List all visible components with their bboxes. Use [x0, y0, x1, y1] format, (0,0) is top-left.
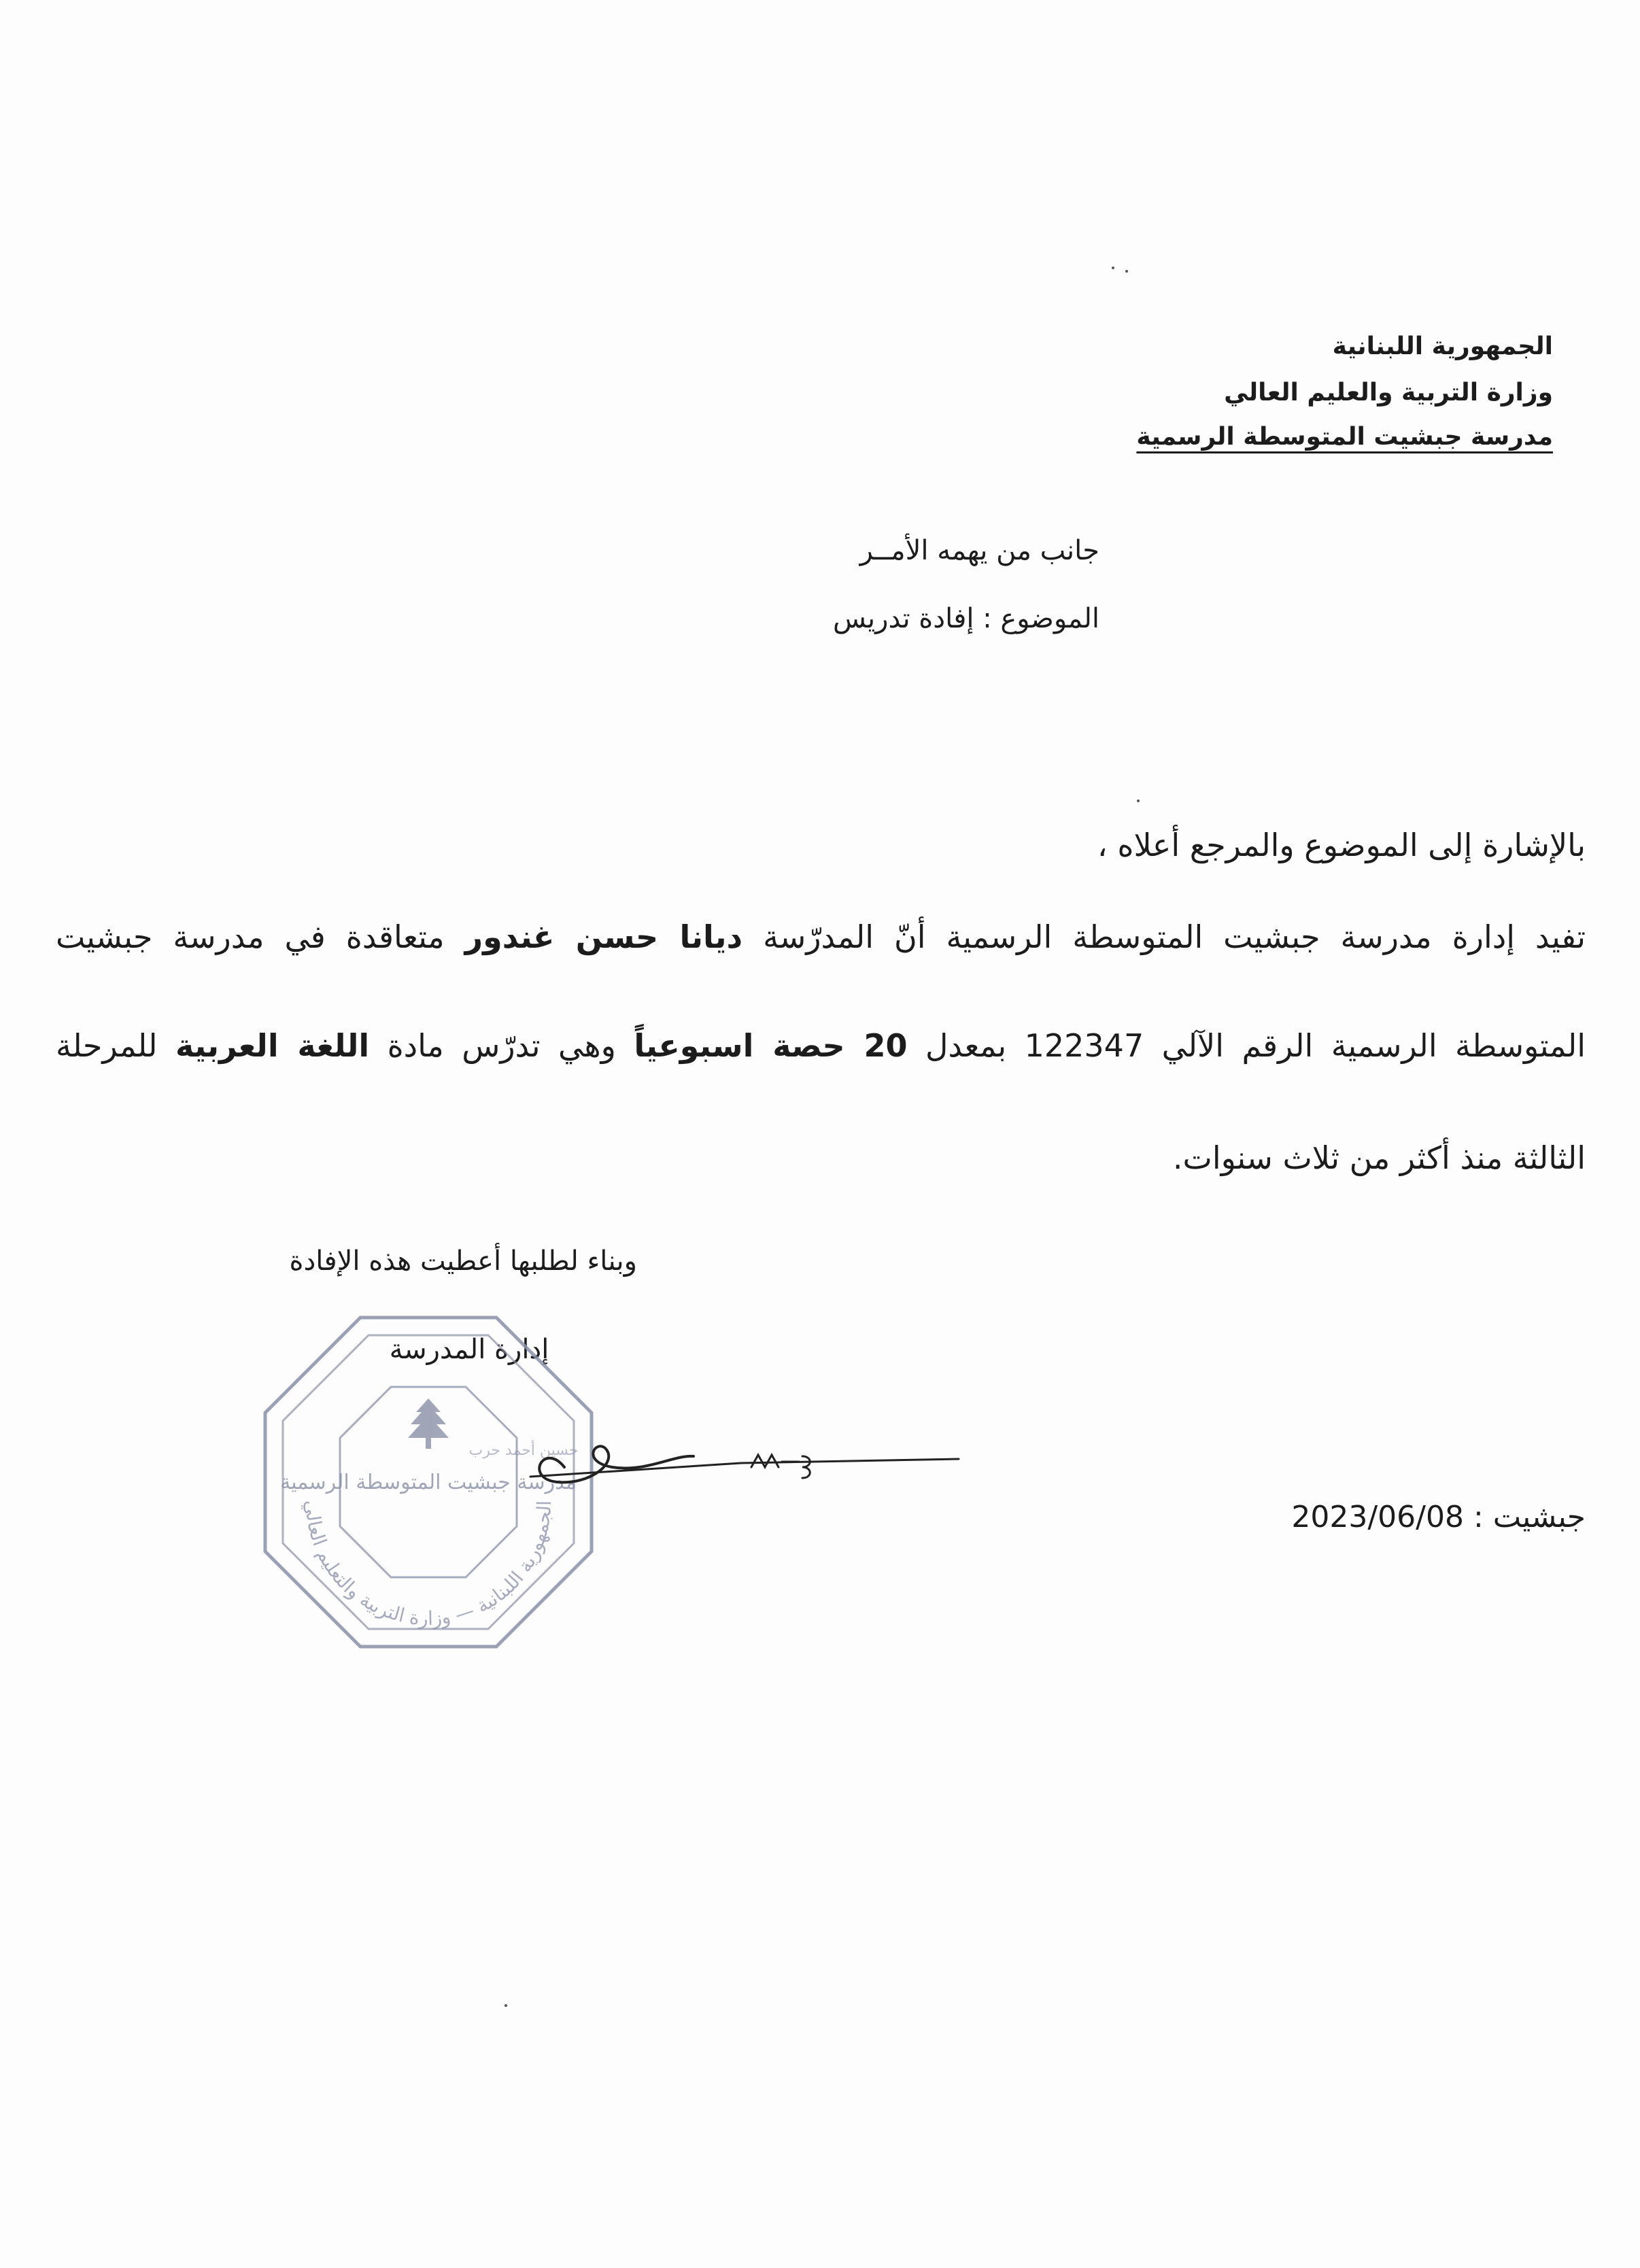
scan-speck: [505, 2004, 507, 2007]
body-line-2-a: المتوسطة الرسمية الرقم الآلي 122347 بمعدل: [925, 1027, 1586, 1064]
signature-icon: [517, 1414, 966, 1502]
header-ministry: وزارة التربية والعليم العالي: [1224, 379, 1553, 407]
subject-line: الموضوع : إفادة تدريس: [833, 603, 1099, 634]
closing-text: وبناء لطلبها أعطيت هذه الإفادة: [289, 1245, 637, 1277]
header-school: مدرسة جبشيت المتوسطة الرسمية: [1136, 423, 1553, 451]
signatory-title: إدارة المدرسة: [389, 1334, 549, 1365]
scan-speck: [1112, 267, 1114, 269]
body-line-1-a: تفيد إدارة مدرسة جبشيت المتوسطة الرسمية أنّ المدرّسة: [763, 918, 1586, 955]
addressee: جانب من يهمه الأمــر: [859, 535, 1099, 566]
header-republic: الجمهورية اللبنانية: [1332, 332, 1553, 360]
weekly-hours: 20 حصة اسبوعياً: [634, 1027, 908, 1064]
body-line-2: [56, 1027, 1586, 1064]
body-line-2-b: وهي تدرّس مادة: [387, 1027, 616, 1064]
date-value: 2023/06/08: [1291, 1500, 1464, 1534]
teacher-name: ديانا حسن غندور: [464, 918, 743, 955]
body-line-3: الثالثة منذ أكثر من ثلاث سنوات.: [1172, 1139, 1586, 1176]
scan-speck: [1137, 800, 1140, 802]
stamp-outer-text: الجمهورية اللبنانية — وزارة التربية والتعليم العالي: [301, 1499, 556, 1630]
body-opening: بالإشارة إلى الموضوع والمرجع أعلاه ،: [1097, 827, 1586, 863]
body-line-1: [56, 918, 1586, 955]
scan-speck: [1125, 270, 1128, 273]
date-label: جبشيت :: [1473, 1500, 1586, 1534]
body-line-2-c: للمرحلة: [56, 1027, 158, 1064]
body-line-1-b: متعاقدة في مدرسة جبشيت: [56, 918, 445, 955]
teaching-subject: اللغة العربية: [175, 1027, 370, 1064]
date-line: [1110, 1502, 1586, 1532]
stamp-name-text: حسين أحمد حرب: [468, 1442, 579, 1459]
stamp-inner-text: مدرسة جبشيت المتوسطة الرسمية: [280, 1471, 577, 1494]
